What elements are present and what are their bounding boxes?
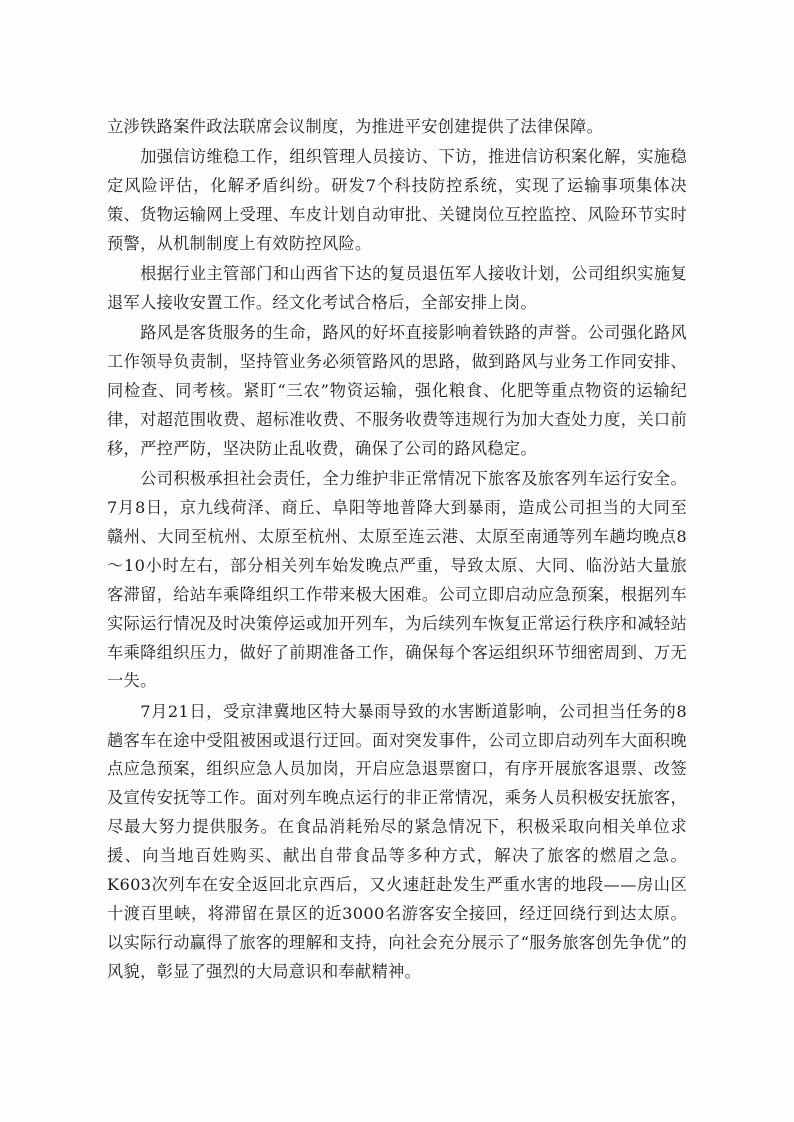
paragraph-veteran-placement: 根据行业主管部门和山西省下达的复员退伍军人接收计划，公司组织实施复退军人接收安置工作。经文化考试合格后，全部安排上岗。 bbox=[107, 264, 687, 313]
paragraph-flood-response: 7月21日，受京津冀地区特大暴雨导致的水害断道影响，公司担当任务的8趟客车在途中受阻被困或退行迂回。面对突发事件，公司立即启动列车大面积晚点应急预案，组织应急人员加岗，开启应急退票窗口，有序开展旅客退票、改签及宣传安抚等工作。面对列车晚点运行的非正常情况，乘务人员积极安抚旅客，尽最大努力提供服务。在食品消耗殆尽的紧急情况下，积极采取向相关单位求援、向当地百姓购买、献出自带食品等多种方式，解决了旅客的燃眉之急。K603次列车在安全返回北京西后，又火速赶赴发生严重水害的地段——房山区十渡百里峡，将滞留在景区的近3000名游客安全接回，经迂回绕行到达太原。以实际行动赢得了旅客的理解和支持，向社会充分展示了“服务旅客创先争优”的风貌，彰显了强烈的大局意识和奉献精神。 bbox=[107, 701, 687, 981]
paragraph-legal-guarantee: 立涉铁路案件政法联席会议制度，为推进平安创建提供了法律保障。 bbox=[107, 117, 604, 136]
paragraph-social-responsibility: 公司积极承担社会责任，全力维护非正常情况下旅客及旅客列车运行安全。7月8日，京九线荷泽、商丘、阜阳等地普降大到暴雨，造成公司担当的大同至赣州、大同至杭州、太原至杭州、太原至连云港、太原至南通等列车趟均晚点8～10小时左右，部分相关列车始发晚点严重，导致太原、大同、临汾站大量旅客滞留，给站车乘降组织工作带来极大困难。公司立即启动应急预案，根据列车实际运行情况及时决策停运或加开列车，为后续列车恢复正常运行秩序和减轻站车乘降组织压力，做好了前期准备工作，确保每个客运组织环节细密周到、万无一失。 bbox=[107, 469, 687, 691]
document-body bbox=[107, 113, 687, 988]
paragraph-railway-conduct: 路风是客货服务的生命，路风的好坏直接影响着铁路的声誉。公司强化路风工作领导负责制，坚持管业务必须管路风的思路，做到路风与业务工作同安排、同检查、同考核。紧盯“三农”物资运输，强化粮食、化肥等重点物资的运输纪律，对超范围收费、超标准收费、不服务收费等违规行为加大查处力度，关口前移，严控严防，坚决防止乱收费，确保了公司的路风稳定。 bbox=[107, 323, 687, 458]
paragraph-petition-stability: 加强信访维稳工作，组织管理人员接访、下访，推进信访积案化解，实施稳定风险评估，化解矛盾纠纷。研发7个科技防控系统，实现了运输事项集体决策、货物运输网上受理、车皮计划自动审批、关键岗位互控监控、风险环节实时预警，从机制制度上有效防控风险。 bbox=[107, 147, 687, 253]
